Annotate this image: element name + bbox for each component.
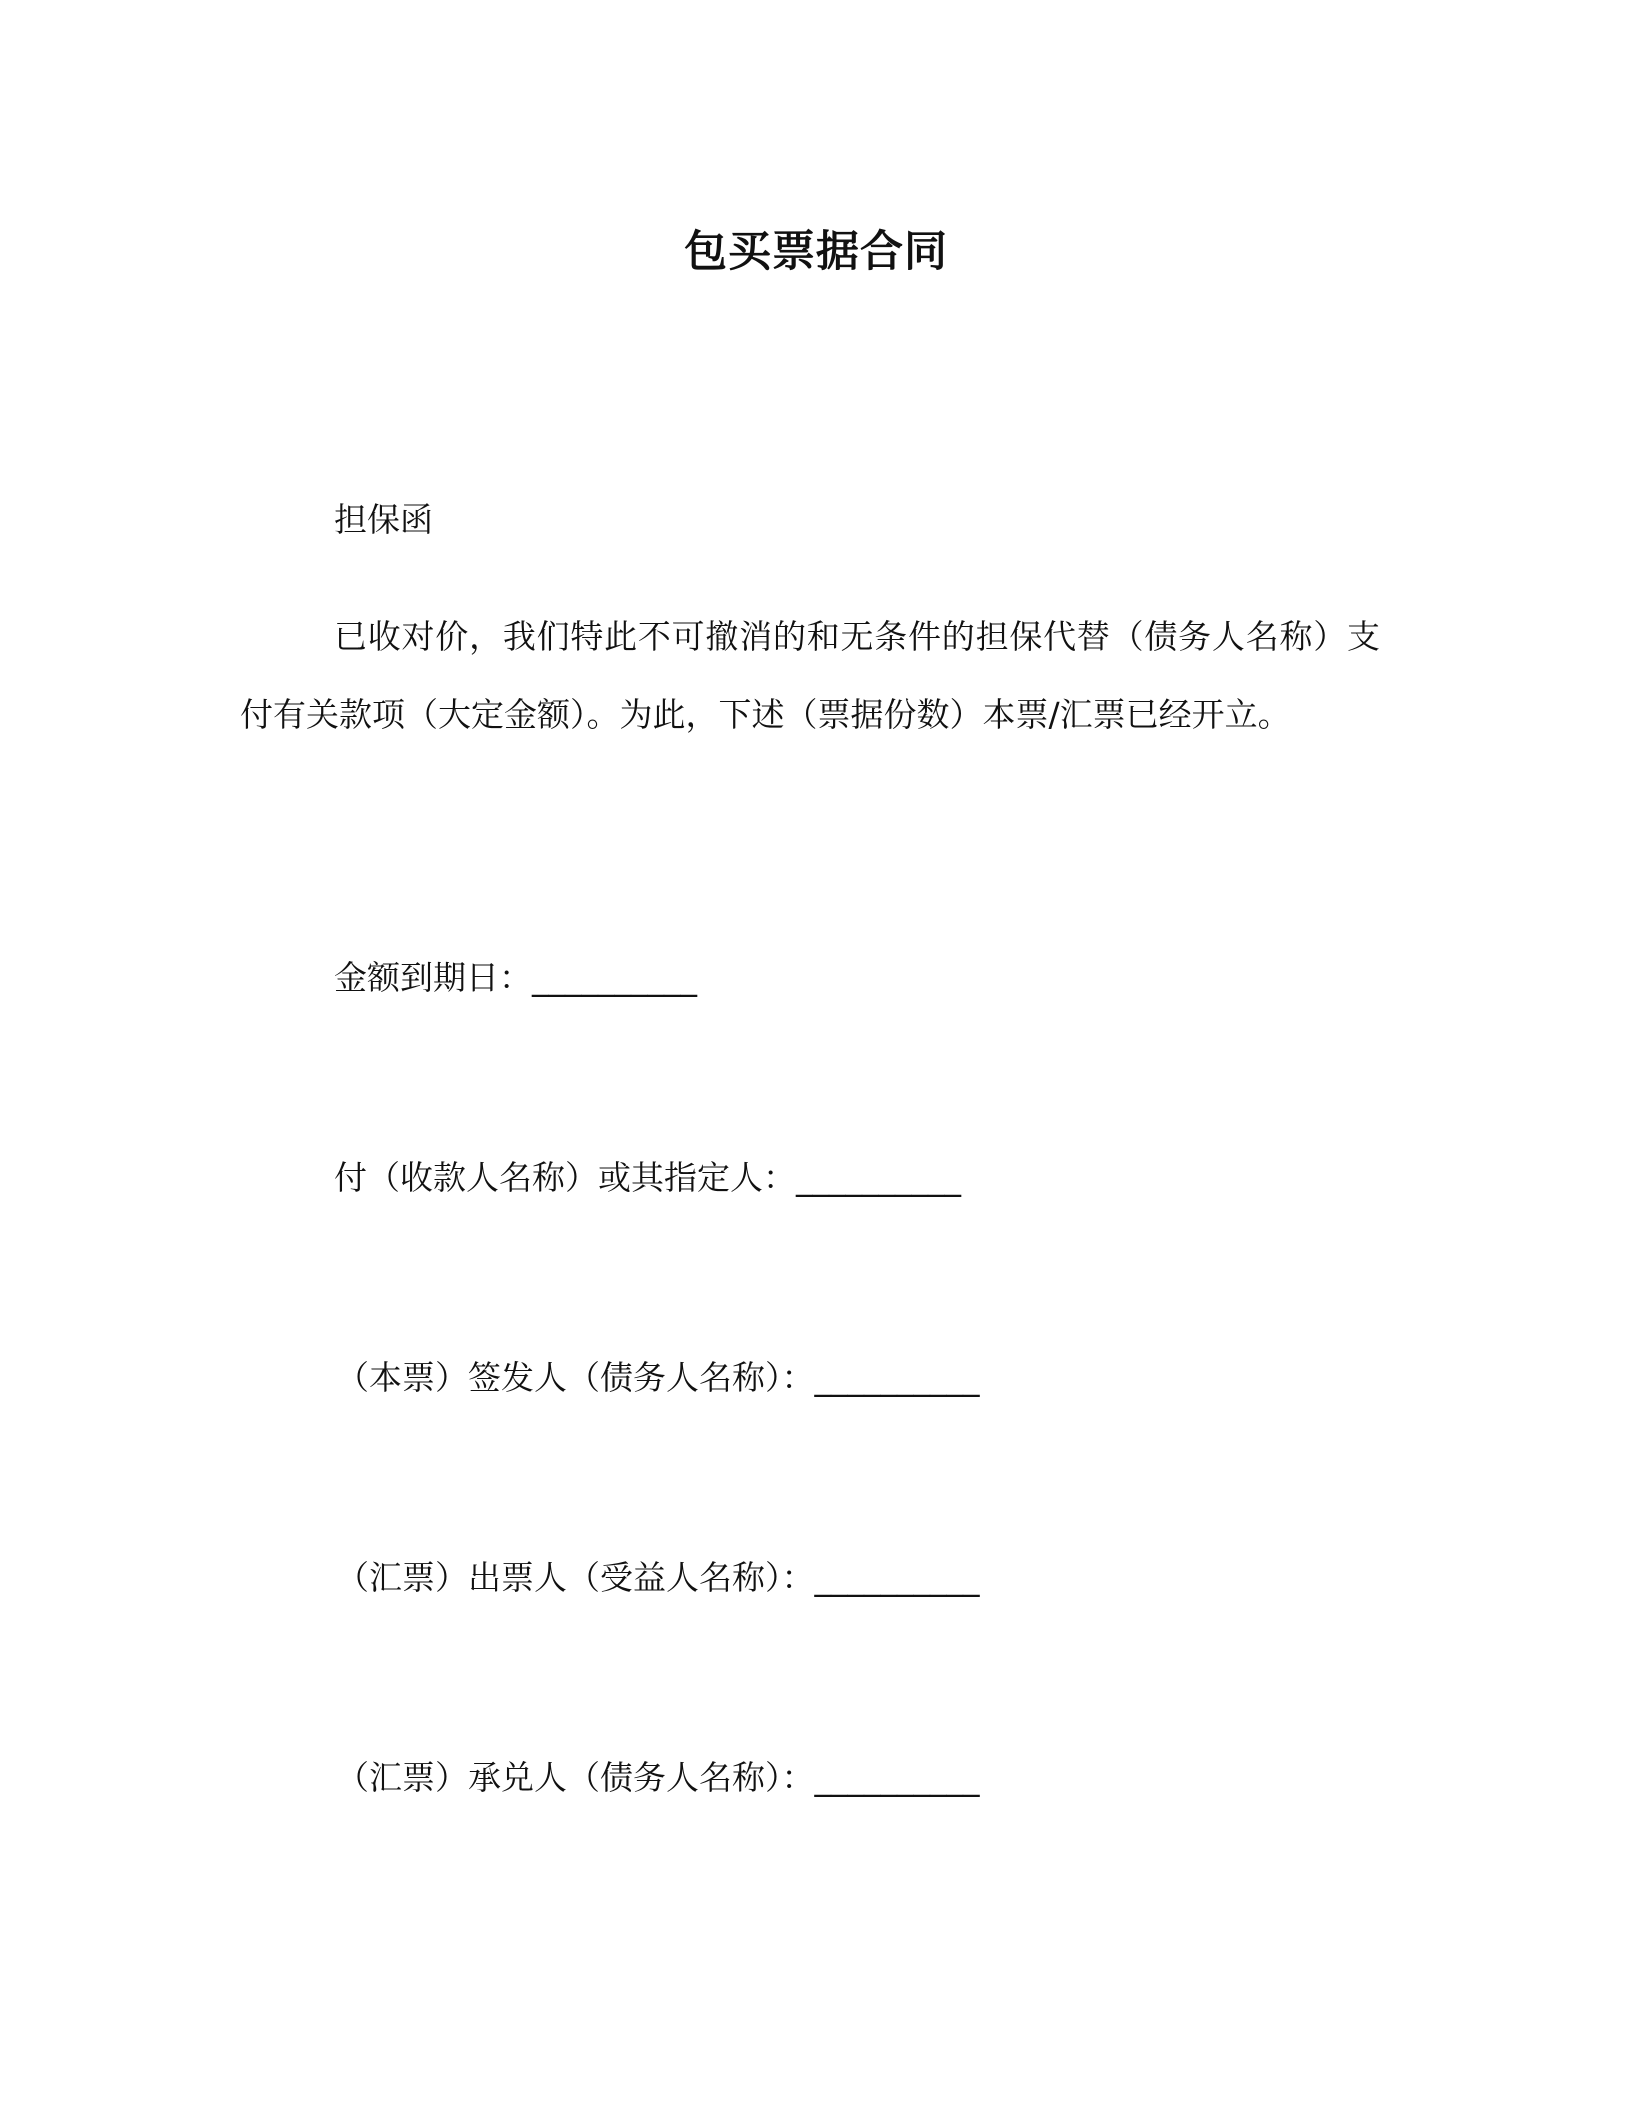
field-maturity-date — [334, 955, 697, 1001]
field-blank: __________ — [814, 1758, 980, 1797]
body-paragraph: 已收对价，我们特此不可撤消的和无条件的担保代替（债务人名称）支付有关款项（大定金额）。为此，下述（票据份数）本票/汇票已经开立。 — [240, 617, 1380, 734]
field-blank: __________ — [796, 1158, 961, 1197]
field-label: 金额到期日： — [334, 958, 532, 997]
field-label: （汇票）出票人（受益人名称）： — [336, 1558, 815, 1597]
field-label: （汇票）承兑人（债务人名称）： — [336, 1758, 815, 1797]
field-drawer — [336, 1555, 980, 1601]
field-blank: __________ — [814, 1358, 980, 1397]
field-label: （本票）签发人（债务人名称）： — [336, 1358, 815, 1397]
section-heading: 担保函 — [334, 500, 433, 539]
field-label: 付（收款人名称）或其指定人： — [334, 1158, 796, 1197]
document-title: 包买票据合同 — [684, 227, 948, 277]
field-note-issuer — [336, 1355, 980, 1401]
field-blank: __________ — [814, 1558, 980, 1597]
field-acceptor — [336, 1755, 980, 1801]
field-blank: __________ — [532, 958, 697, 997]
field-payee — [334, 1155, 961, 1201]
